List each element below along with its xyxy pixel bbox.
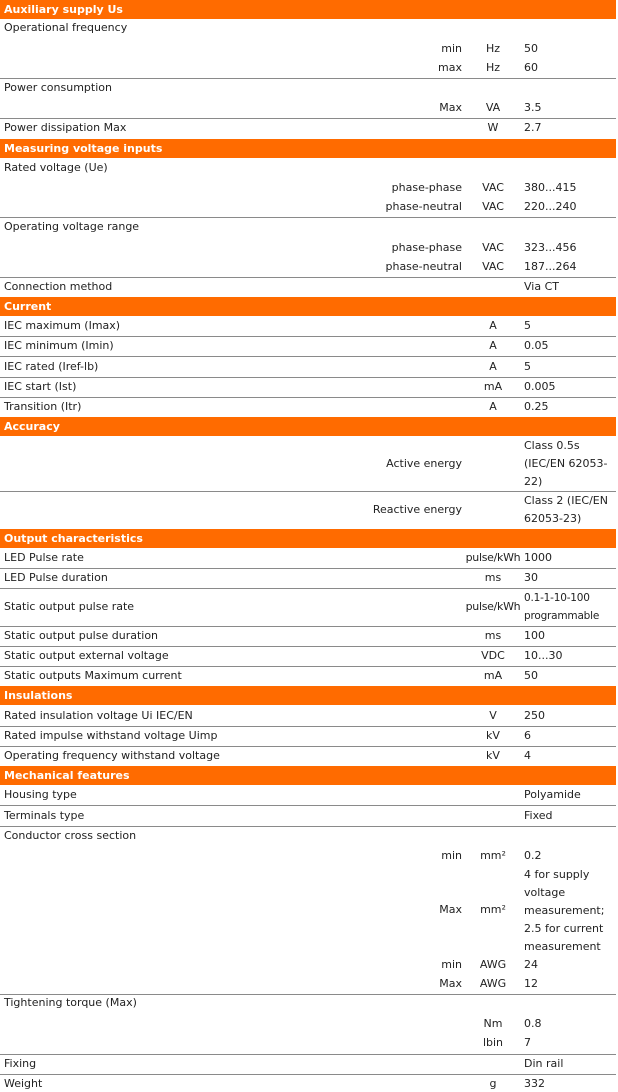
unit: V (489, 709, 497, 722)
unit: Hz (485, 42, 501, 55)
cond-phase-neutral: phase-neutral (385, 260, 462, 273)
value: 4 for supply voltage measurement; 2.5 for current measurement (524, 868, 605, 953)
value: 100 (524, 629, 545, 642)
section-header-current: Current (0, 297, 616, 316)
row-label-led-pulse-duration: LED Pulse duration (4, 571, 108, 584)
unit: mm² (480, 903, 506, 916)
row-label-weight: Weight (4, 1077, 43, 1090)
cond-min: min (441, 958, 462, 971)
cond-active-energy: Active energy (386, 457, 462, 470)
value: 6 (524, 729, 531, 742)
row-label-fixing: Fixing (4, 1057, 37, 1070)
value: 1000 (524, 551, 552, 564)
section-header-mechanical-features: Mechanical features (0, 766, 616, 785)
unit: kV (486, 729, 500, 742)
value: 0.25 (524, 400, 549, 413)
value: 12 (524, 977, 538, 990)
row-label-iec-start: IEC start (Ist) (4, 380, 77, 393)
unit: AWG (479, 977, 507, 990)
value: Polyamide (524, 788, 581, 801)
row-divider (0, 336, 616, 337)
unit: AWG (479, 958, 507, 971)
cond-min: min (441, 42, 462, 55)
row-label-tightening-torque: Tightening torque (Max) (4, 996, 137, 1009)
value: 332 (524, 1077, 545, 1090)
value: 7 (524, 1036, 531, 1049)
value: Class 0.5s (IEC/EN 62053-22) (524, 439, 608, 488)
cond-reactive-energy: Reactive energy (372, 503, 462, 516)
unit: VDC (481, 649, 505, 662)
value: 50 (524, 669, 538, 682)
value: 2.7 (524, 121, 542, 134)
unit: mA (483, 380, 503, 393)
row-divider (0, 397, 616, 398)
value: 60 (524, 61, 538, 74)
unit: A (489, 339, 497, 352)
value: Din rail (524, 1057, 564, 1070)
value: 4 (524, 749, 531, 762)
unit: A (489, 360, 497, 373)
cond-phase-phase: phase-phase (391, 181, 462, 194)
unit: kV (486, 749, 500, 762)
row-divider (0, 805, 616, 806)
value: Class 2 (IEC/EN 62053-23) (524, 494, 608, 525)
row-label-iec-maximum: IEC maximum (Imax) (4, 319, 121, 332)
row-label-static-output-pulse-rate: Static output pulse rate (4, 600, 135, 613)
unit: lbin (482, 1036, 504, 1049)
cond-min: min (441, 849, 462, 862)
row-label-housing-type: Housing type (4, 788, 77, 801)
value: Via CT (524, 280, 559, 293)
unit: W (487, 121, 499, 134)
row-label-static-output-pulse-duration: Static output pulse duration (4, 629, 159, 642)
section-header-measuring-voltage-inputs: Measuring voltage inputs (0, 139, 616, 158)
section-header-accuracy: Accuracy (0, 417, 616, 436)
row-label-static-output-external-voltage: Static output external voltage (4, 649, 169, 662)
cond-max: Max (439, 977, 462, 990)
cond-max: Max (439, 903, 462, 916)
value: 5 (524, 319, 531, 332)
row-divider (0, 646, 616, 647)
value: 24 (524, 958, 538, 971)
cond-max: max (438, 61, 462, 74)
unit: A (489, 319, 497, 332)
row-label-rated-insulation-voltage: Rated insulation voltage Ui IEC/EN (4, 709, 193, 722)
value: 250 (524, 709, 545, 722)
value: 50 (524, 42, 538, 55)
section-header-insulations: Insulations (0, 686, 616, 705)
unit: g (489, 1077, 497, 1090)
unit: VAC (482, 260, 504, 273)
unit: VAC (482, 181, 504, 194)
unit: pulse/kWh (465, 600, 521, 613)
row-label-terminals-type: Terminals type (4, 809, 85, 822)
unit: VAC (482, 200, 504, 213)
value: 380...415 (524, 181, 577, 194)
unit: VA (485, 101, 501, 114)
unit: pulse/kWh (465, 551, 521, 564)
unit: mm² (480, 849, 506, 862)
row-divider (0, 217, 616, 218)
row-label-power-consumption: Power consumption (4, 81, 112, 94)
row-label-transition: Transition (Itr) (4, 400, 82, 413)
value: Fixed (524, 809, 553, 822)
unit: A (489, 400, 497, 413)
row-divider (0, 626, 616, 627)
row-divider (0, 568, 616, 569)
value: 5 (524, 360, 531, 373)
row-divider (0, 78, 616, 79)
unit: ms (484, 571, 502, 584)
value: 187...264 (524, 260, 577, 273)
row-label-iec-minimum: IEC minimum (Imin) (4, 339, 114, 352)
unit: Hz (485, 61, 501, 74)
row-divider (0, 1054, 616, 1055)
row-divider (0, 994, 616, 995)
section-header-auxiliary-supply: Auxiliary supply Us (0, 0, 616, 19)
row-divider (0, 1074, 616, 1075)
value: 3.5 (524, 101, 542, 114)
value: 0.2 (524, 849, 542, 862)
row-label-rated-voltage: Rated voltage (Ue) (4, 161, 108, 174)
cond-phase-phase: phase-phase (391, 241, 462, 254)
section-header-output-characteristics: Output characteristics (0, 529, 616, 548)
value: 10...30 (524, 649, 563, 662)
value: 30 (524, 571, 538, 584)
row-label-operating-frequency-withstand-voltage: Operating frequency withstand voltage (4, 749, 220, 762)
row-label-operational-frequency: Operational frequency (4, 21, 128, 34)
value: 0.05 (524, 339, 549, 352)
row-label-operating-voltage-range: Operating voltage range (4, 220, 140, 233)
cond-phase-neutral: phase-neutral (385, 200, 462, 213)
row-label-conductor-cross-section: Conductor cross section (4, 829, 137, 842)
row-label-led-pulse-rate: LED Pulse rate (4, 551, 84, 564)
value: 0.1-1-10-100 programmable (524, 592, 600, 622)
unit: VAC (482, 241, 504, 254)
row-divider (0, 356, 616, 357)
cond: Max (439, 101, 462, 114)
value: 220...240 (524, 200, 577, 213)
row-divider (0, 277, 616, 278)
unit: Nm (483, 1017, 503, 1030)
row-label-static-outputs-max-current: Static outputs Maximum current (4, 669, 182, 682)
row-divider (0, 726, 616, 727)
row-label-rated-impulse-withstand-voltage: Rated impulse withstand voltage Uimp (4, 729, 218, 742)
row-label-iec-rated: IEC rated (Iref-lb) (4, 360, 99, 373)
value: 323...456 (524, 241, 577, 254)
row-divider (0, 826, 616, 827)
value: 0.005 (524, 380, 556, 393)
unit: ms (484, 629, 502, 642)
unit: mA (483, 669, 503, 682)
row-divider (0, 666, 616, 667)
row-divider (0, 746, 616, 747)
row-label-connection-method: Connection method (4, 280, 113, 293)
value: 0.8 (524, 1017, 542, 1030)
row-divider (0, 118, 616, 119)
row-label-power-dissipation: Power dissipation Max (4, 121, 127, 134)
row-divider (0, 377, 616, 378)
